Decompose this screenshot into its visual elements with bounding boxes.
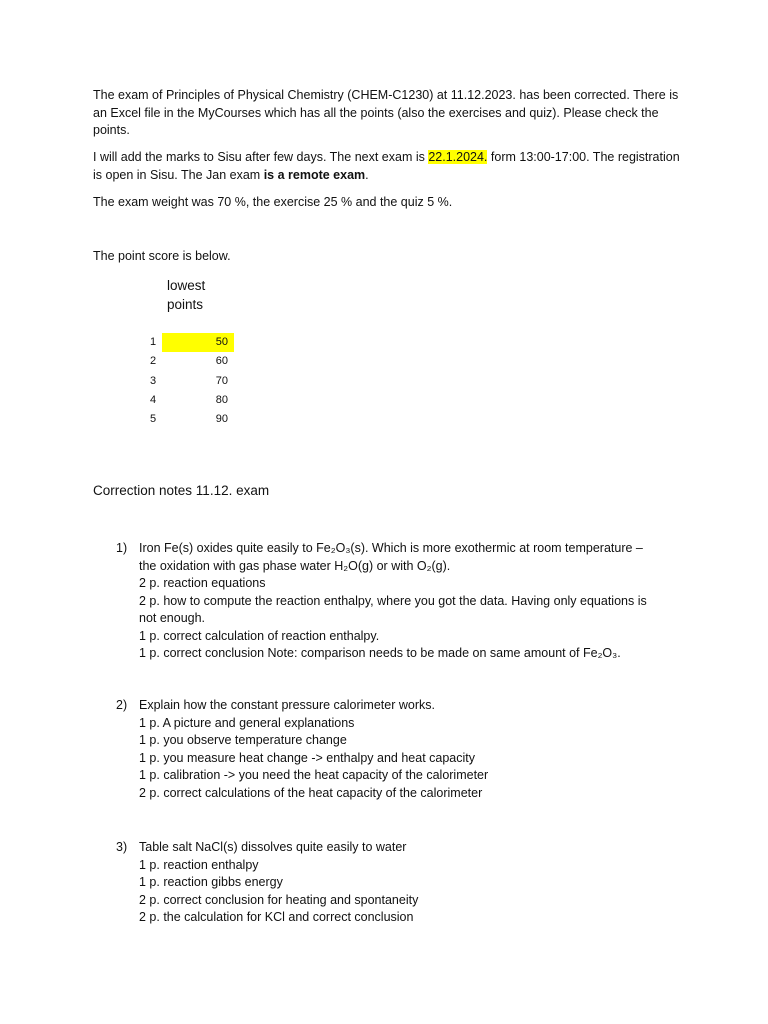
question-line: Iron Fe(s) oxides quite easily to Fe₂O₃(s). Which is more exothermic at room temperature – [139,541,643,555]
question-line: not enough. [139,611,206,625]
table-header-lowest: lowest [167,278,206,293]
grade-cell: 3 [150,375,157,387]
question-line: Table salt NaCl(s) dissolves quite easily to water [139,840,407,854]
intro-paragraph-1: The exam of Principles of Physical Chemistry (CHEM-C1230) at 11.12.2023. has been corrected. There is an Excel file in the MyCourses which has all the points (also the exercises and quiz). Please check the points. [93,88,679,137]
question-line: 1 p. reaction gibbs energy [139,875,283,889]
question-line: 2 p. how to compute the reaction enthalpy, where you got the data. Having only equations is [139,593,647,608]
question-number: 1) [116,541,128,555]
remote-exam-note: is a remote exam [263,167,366,182]
question-line: 1 p. correct calculation of reaction enthalpy. [139,628,380,643]
question-line: 1 p. you observe temperature change [139,733,347,747]
point-score-intro: The point score is below. [93,249,231,263]
table-row [150,372,234,391]
table-row [150,391,234,410]
intro-paragraph-2 [93,149,683,184]
grade-cell: 5 [150,413,157,425]
intro-p2-text-b: form 13:00-17:00. The registration is open in Sisu. The Jan exam [93,150,680,182]
table-row [150,352,234,371]
points-cell: 50 [162,333,234,352]
table-row [150,333,234,352]
question-line: 1 p. correct conclusion Note: comparison needs to be made on same amount of Fe₂O₃. [139,646,621,660]
points-cell: 80 [215,394,228,406]
correction-notes-heading: Correction notes 11.12. exam [93,483,270,498]
grade-cell: 2 [150,355,157,367]
question-line: 2 p. correct conclusion for heating and spontaneity [139,892,419,907]
question-line: 1 p. A picture and general explanations [139,715,355,730]
intro-p2-text-c: . [365,167,369,182]
question-line: 1 p. reaction enthalpy [139,857,259,872]
question-line: 2 p. reaction equations [139,576,266,590]
points-cell: 90 [215,413,228,425]
question-line: Explain how the constant pressure calorimeter works. [139,698,435,712]
grade-cell: 4 [150,394,157,406]
intro-p2-text-a: I will add the marks to Sisu after few days. The next exam is [93,150,429,164]
question-line: 2 p. the calculation for KCl and correct conclusion [139,910,414,924]
points-cell: 70 [215,375,228,387]
question-body [139,839,694,927]
question-line: 1 p. you measure heat change -> enthalpy and heat capacity [139,750,475,765]
table-row [150,410,234,429]
question-line: the oxidation with gas phase water H₂O(g) or with O₂(g). [139,558,451,573]
points-cell: 60 [215,355,228,367]
question-body [139,697,694,802]
question-body [139,540,694,663]
weight-paragraph: The exam weight was 70 %, the exercise 25 % and the quiz 5 %. [93,195,453,209]
question-number: 3) [116,840,128,854]
next-exam-date: 22.1.2024. [428,150,488,164]
table-header-points: points [167,297,204,312]
question-number: 2) [116,698,128,712]
question-line: 1 p. calibration -> you need the heat capacity of the calorimeter [139,768,489,782]
question-line: 2 p. correct calculations of the heat capacity of the calorimeter [139,785,483,800]
grade-cell: 1 [150,336,157,348]
